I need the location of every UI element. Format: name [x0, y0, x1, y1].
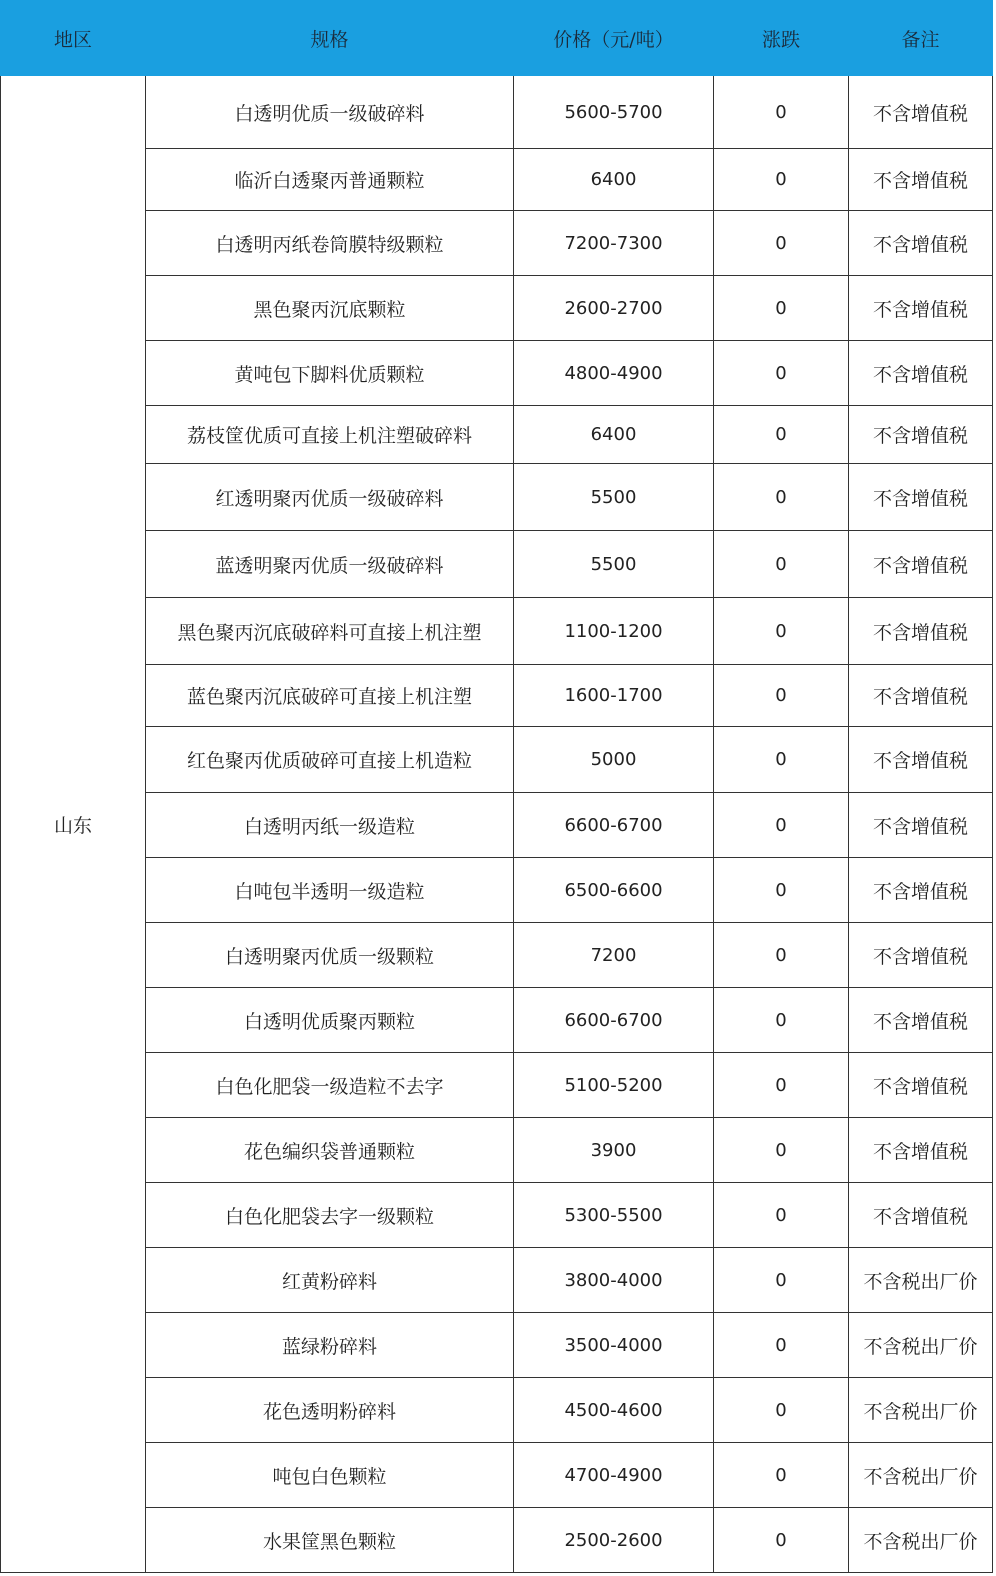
- region-cell: 山东: [1, 76, 146, 1573]
- price-cell: 5100-5200: [514, 1053, 714, 1118]
- table-row: [1, 1378, 993, 1443]
- spec-cell: 黑色聚丙沉底破碎料可直接上机注塑: [146, 598, 514, 665]
- table-row: [1, 149, 993, 211]
- note-cell: 不含税出厂价: [849, 1248, 993, 1313]
- note-cell: 不含增值税: [849, 276, 993, 341]
- note-cell: 不含税出厂价: [849, 1378, 993, 1443]
- table-row: [1, 276, 993, 341]
- spec-cell: 红黄粉碎料: [146, 1248, 514, 1313]
- note-cell: 不含增值税: [849, 406, 993, 464]
- table-row: [1, 598, 993, 665]
- spec-cell: 花色透明粉碎料: [146, 1378, 514, 1443]
- header-region: 地区: [1, 1, 146, 76]
- change-cell: 0: [714, 406, 849, 464]
- change-cell: 0: [714, 1313, 849, 1378]
- spec-cell: 临沂白透聚丙普通颗粒: [146, 149, 514, 211]
- spec-cell: 水果筐黑色颗粒: [146, 1508, 514, 1573]
- price-cell: 6500-6600: [514, 858, 714, 923]
- change-cell: 0: [714, 793, 849, 858]
- spec-cell: 白透明优质一级破碎料: [146, 76, 514, 149]
- table-row: [1, 988, 993, 1053]
- spec-cell: 白透明丙纸一级造粒: [146, 793, 514, 858]
- spec-cell: 白透明丙纸卷筒膜特级颗粒: [146, 211, 514, 276]
- note-cell: 不含增值税: [849, 1183, 993, 1248]
- note-cell: 不含增值税: [849, 598, 993, 665]
- table-row: [1, 406, 993, 464]
- table-row: [1, 858, 993, 923]
- price-cell: 6600-6700: [514, 988, 714, 1053]
- table-row: [1, 923, 993, 988]
- change-cell: 0: [714, 76, 849, 149]
- price-cell: 5000: [514, 727, 714, 793]
- price-cell: 3800-4000: [514, 1248, 714, 1313]
- change-cell: 0: [714, 1183, 849, 1248]
- spec-cell: 蓝透明聚丙优质一级破碎料: [146, 531, 514, 598]
- price-cell: 3500-4000: [514, 1313, 714, 1378]
- note-cell: 不含增值税: [849, 1118, 993, 1183]
- change-cell: 0: [714, 923, 849, 988]
- spec-cell: 黄吨包下脚料优质颗粒: [146, 341, 514, 406]
- header-note: 备注: [849, 1, 993, 76]
- note-cell: 不含增值税: [849, 988, 993, 1053]
- table-row: [1, 1118, 993, 1183]
- change-cell: 0: [714, 1508, 849, 1573]
- note-cell: 不含增值税: [849, 858, 993, 923]
- spec-cell: 黑色聚丙沉底颗粒: [146, 276, 514, 341]
- spec-cell: 吨包白色颗粒: [146, 1443, 514, 1508]
- price-cell: 5500: [514, 464, 714, 531]
- note-cell: 不含税出厂价: [849, 1313, 993, 1378]
- change-cell: 0: [714, 1118, 849, 1183]
- price-cell: 4500-4600: [514, 1378, 714, 1443]
- note-cell: 不含增值税: [849, 727, 993, 793]
- table-row: [1, 1053, 993, 1118]
- header-row: [1, 1, 993, 76]
- change-cell: 0: [714, 276, 849, 341]
- spec-cell: 白色化肥袋一级造粒不去字: [146, 1053, 514, 1118]
- price-cell: 7200-7300: [514, 211, 714, 276]
- change-cell: 0: [714, 341, 849, 406]
- price-cell: 7200: [514, 923, 714, 988]
- table-row: [1, 464, 993, 531]
- table-row: [1, 76, 993, 149]
- change-cell: 0: [714, 988, 849, 1053]
- price-cell: 3900: [514, 1118, 714, 1183]
- change-cell: 0: [714, 1443, 849, 1508]
- change-cell: 0: [714, 1248, 849, 1313]
- table-row: [1, 211, 993, 276]
- table-row: [1, 1313, 993, 1378]
- table-row: [1, 665, 993, 727]
- change-cell: 0: [714, 1378, 849, 1443]
- price-cell: 5600-5700: [514, 76, 714, 149]
- change-cell: 0: [714, 727, 849, 793]
- change-cell: 0: [714, 149, 849, 211]
- note-cell: 不含增值税: [849, 923, 993, 988]
- spec-cell: 白色化肥袋去字一级颗粒: [146, 1183, 514, 1248]
- note-cell: 不含增值税: [849, 793, 993, 858]
- table-row: [1, 1248, 993, 1313]
- note-cell: 不含增值税: [849, 341, 993, 406]
- spec-cell: 蓝绿粉碎料: [146, 1313, 514, 1378]
- table-row: [1, 727, 993, 793]
- price-cell: 2600-2700: [514, 276, 714, 341]
- spec-cell: 红透明聚丙优质一级破碎料: [146, 464, 514, 531]
- price-cell: 5300-5500: [514, 1183, 714, 1248]
- change-cell: 0: [714, 531, 849, 598]
- table-row: [1, 531, 993, 598]
- change-cell: 0: [714, 598, 849, 665]
- table-row: [1, 1508, 993, 1573]
- spec-cell: 荔枝筐优质可直接上机注塑破碎料: [146, 406, 514, 464]
- note-cell: 不含增值税: [849, 211, 993, 276]
- price-cell: 4700-4900: [514, 1443, 714, 1508]
- table-body: [1, 76, 993, 1573]
- note-cell: 不含增值税: [849, 464, 993, 531]
- table-row: [1, 1183, 993, 1248]
- spec-cell: 白吨包半透明一级造粒: [146, 858, 514, 923]
- spec-cell: 红色聚丙优质破碎可直接上机造粒: [146, 727, 514, 793]
- table-row: [1, 341, 993, 406]
- price-cell: 6600-6700: [514, 793, 714, 858]
- note-cell: 不含增值税: [849, 76, 993, 149]
- change-cell: 0: [714, 464, 849, 531]
- note-cell: 不含增值税: [849, 531, 993, 598]
- header-change: 涨跌: [714, 1, 849, 76]
- table-row: [1, 1443, 993, 1508]
- note-cell: 不含增值税: [849, 1053, 993, 1118]
- change-cell: 0: [714, 1053, 849, 1118]
- note-cell: 不含税出厂价: [849, 1508, 993, 1573]
- change-cell: 0: [714, 665, 849, 727]
- spec-cell: 白透明优质聚丙颗粒: [146, 988, 514, 1053]
- price-cell: 6400: [514, 149, 714, 211]
- change-cell: 0: [714, 211, 849, 276]
- spec-cell: 花色编织袋普通颗粒: [146, 1118, 514, 1183]
- note-cell: 不含增值税: [849, 665, 993, 727]
- change-cell: 0: [714, 858, 849, 923]
- price-cell: 1100-1200: [514, 598, 714, 665]
- price-cell: 4800-4900: [514, 341, 714, 406]
- note-cell: 不含税出厂价: [849, 1443, 993, 1508]
- spec-cell: 蓝色聚丙沉底破碎可直接上机注塑: [146, 665, 514, 727]
- header-price: 价格（元/吨）: [514, 1, 714, 76]
- header-spec: 规格: [146, 1, 514, 76]
- table-row: [1, 793, 993, 858]
- price-cell: 1600-1700: [514, 665, 714, 727]
- note-cell: 不含增值税: [849, 149, 993, 211]
- price-cell: 2500-2600: [514, 1508, 714, 1573]
- spec-cell: 白透明聚丙优质一级颗粒: [146, 923, 514, 988]
- price-cell: 5500: [514, 531, 714, 598]
- price-cell: 6400: [514, 406, 714, 464]
